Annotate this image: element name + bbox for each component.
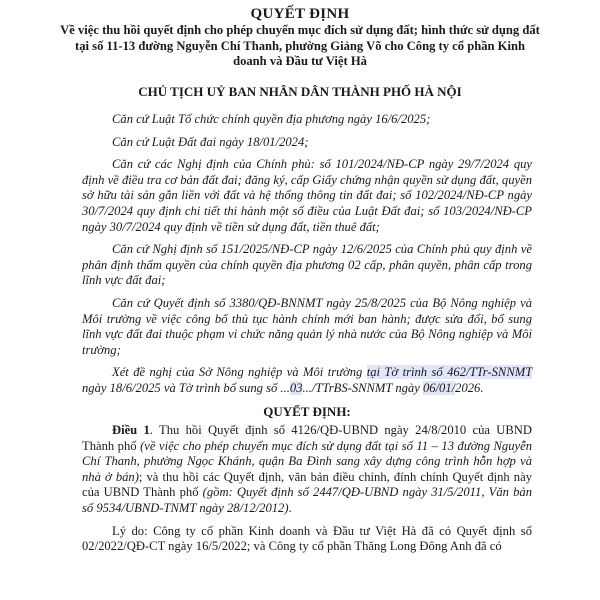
proposal-text: 2026. bbox=[455, 380, 484, 395]
document-subject: Về việc thu hồi quyết định cho phép chuyển mục đích sử dụng đất; hình thức sử dụng đất tại số 11-13 đường Nguyễn Chí Thanh, phường Giảng Võ cho Công ty cổ phần Kinh doanh và Đầu tư Việt Hà bbox=[60, 23, 540, 68]
highlighted-text: 03 bbox=[289, 380, 303, 395]
issuing-authority: CHỦ TỊCH UỶ BAN NHÂN DÂN THÀNH PHỐ HÀ NỘI bbox=[138, 84, 462, 99]
reason-paragraph: Lý do: Công ty cổ phần Kinh doanh và Đầu tư Việt Hà đã có Quyết định số 02/2022/QĐ-CT ngày 16/5/2022; và Công ty cổ phần Thăng Long Đông Anh đã có bbox=[82, 523, 532, 554]
legal-ground: Căn cứ Quyết định số 3380/QĐ-BNNMT ngày 25/8/2025 của Bộ Nông nghiệp và Môi trường về việc công bố thủ tục hành chính mới ban hành; được sửa đổi, bổ sung lĩnh vực đất đai thuộc phạm vi chức năng quản lý nhà nước của Bộ Nông nghiệp và Môi trường; bbox=[82, 295, 532, 357]
highlighted-text: 06/01/ bbox=[422, 380, 456, 395]
proposal-text: Xét đề nghị của Sở Nông nghiệp và Môi trường bbox=[112, 365, 367, 380]
article-note: (về việc cho phép chuyển mục đích sử dụng đất tại số 11 – 13 đường Nguyễn Chí Thanh, phường Ngọc Khánh, quận Ba Đình sang xây dựng công trình hỗn hợp và nhà ở bán) bbox=[82, 438, 532, 484]
legal-ground: Căn cứ Luật Tổ chức chính quyền địa phương ngày 16/6/2025; bbox=[112, 112, 431, 126]
legal-ground: Căn cứ Luật Đất đai ngày 18/01/2024; bbox=[112, 134, 309, 149]
article-text: ; và thu hồi các Quyết định, văn bản điều chỉnh, đính chính Quyết định này của UBND Thành phố bbox=[82, 469, 532, 500]
article-note: (gồm: Quyết định số 2447/QĐ-UBND ngày 31/5/2011, Văn bản số 9534/UBND-TNMT ngày 28/12/2012) bbox=[82, 485, 532, 516]
legal-ground: Căn cứ các Nghị định của Chính phủ: số 101/2024/NĐ-CP ngày 29/7/2024 quy định về điều tra cơ bản đất đai; đăng ký, cấp Giấy chứng nhận quyền sử dụng đất, quyền sở hữu tài sản gắn liền với đất và hệ thống thông tin đất đai; số 102/2024/NĐ-CP ngày 30/7/2024 quy định chi tiết thi hành một số điều của Luật Đất đai; số 103/2024/NĐ-CP ngày 30/7/2024 quy định về tiền sử dụng đất, tiền thuê đất; bbox=[82, 157, 532, 234]
highlighted-text: tại Tờ trình số 462/TTr-SNNMT bbox=[366, 365, 532, 380]
document-body bbox=[82, 112, 532, 562]
proposal-text: ngày 18/6/2025 và Tờ trình bổ sung số ... bbox=[82, 380, 290, 395]
article-label: Điều 1 bbox=[112, 423, 150, 438]
article-text: . bbox=[288, 501, 292, 516]
proposal-paragraph bbox=[82, 365, 532, 396]
document-title: QUYẾT ĐỊNH bbox=[250, 6, 350, 22]
proposal-text: .../TTrBS-SNNMT ngày bbox=[302, 380, 423, 395]
article-text: . Thu hồi Quyết định số 4126/QĐ-UBND ngày 24/8/2010 của UBND Thành phố bbox=[82, 423, 532, 453]
article-1 bbox=[82, 423, 532, 517]
legal-ground: Căn cứ Nghị định số 151/2025/NĐ-CP ngày 12/6/2025 của Chính phủ quy định về phân định thẩm quyền của chính quyền địa phương 02 cấp, phân quyền, phân cấp trong lĩnh vực đất đai; bbox=[82, 242, 532, 288]
decision-heading: QUYẾT ĐỊNH: bbox=[263, 403, 351, 419]
